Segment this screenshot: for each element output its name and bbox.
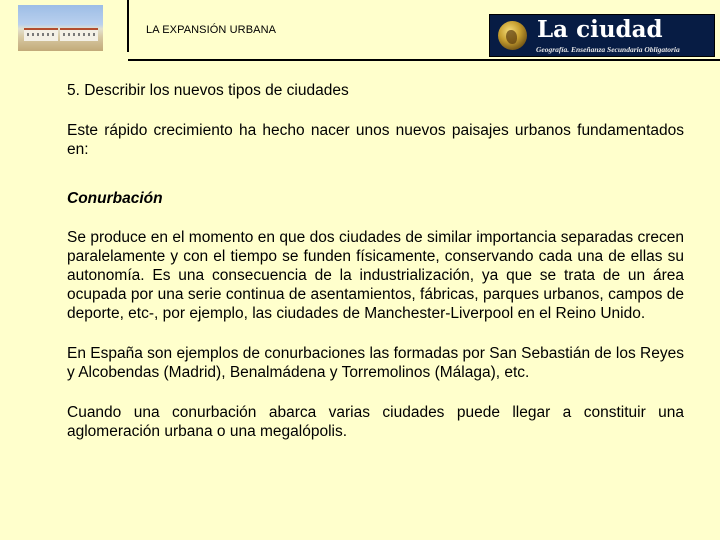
header-divider-horizontal — [128, 59, 720, 61]
brand-logo — [489, 14, 715, 57]
brand-subtitle: Geografía. Enseñanza Secundaria Obligatoria — [536, 45, 680, 54]
slide-content — [67, 81, 684, 473]
header-divider-vertical — [127, 0, 129, 52]
spain-examples-paragraph: En España son ejemplos de conurbaciones las formadas por San Sebastián de los Reyes y Alcobendas (Madrid), Benalmádena y Torremolinos (Málaga), etc. — [67, 345, 684, 381]
conurbation-paragraph: Se produce en el momento en que dos ciudades de similar importancia separadas crecen paralelamente y con el tiempo se funden físicamente, conservando cada una de ellas su autonomía. Es una consecuencia de la industrialización, ya que se trata de un área ocupada por una serie continua de asentamientos, fábricas, parques urbanos, campos de deporte, etc-, por ejemplo, las ciudades de Manchester-Liverpool en el Reino Unido. — [67, 229, 684, 322]
subheading: Conurbación — [67, 190, 163, 207]
section-title: 5. Describir los nuevos tipos de ciudades — [67, 82, 349, 99]
agglomeration-paragraph: Cuando una conurbación abarca varias ciudades puede llegar a constituir una aglomeración urbana o una megalópolis. — [67, 404, 684, 440]
photo-building — [60, 28, 98, 41]
header-title: LA EXPANSIÓN URBANA — [146, 24, 277, 36]
header-photo — [18, 5, 103, 51]
brand-name: La ciudad — [537, 16, 663, 43]
intro-paragraph: Este rápido crecimiento ha hecho nacer unos nuevos paisajes urbanos fundamentados en: — [67, 122, 684, 158]
photo-building — [24, 28, 58, 41]
globe-icon — [498, 21, 527, 50]
